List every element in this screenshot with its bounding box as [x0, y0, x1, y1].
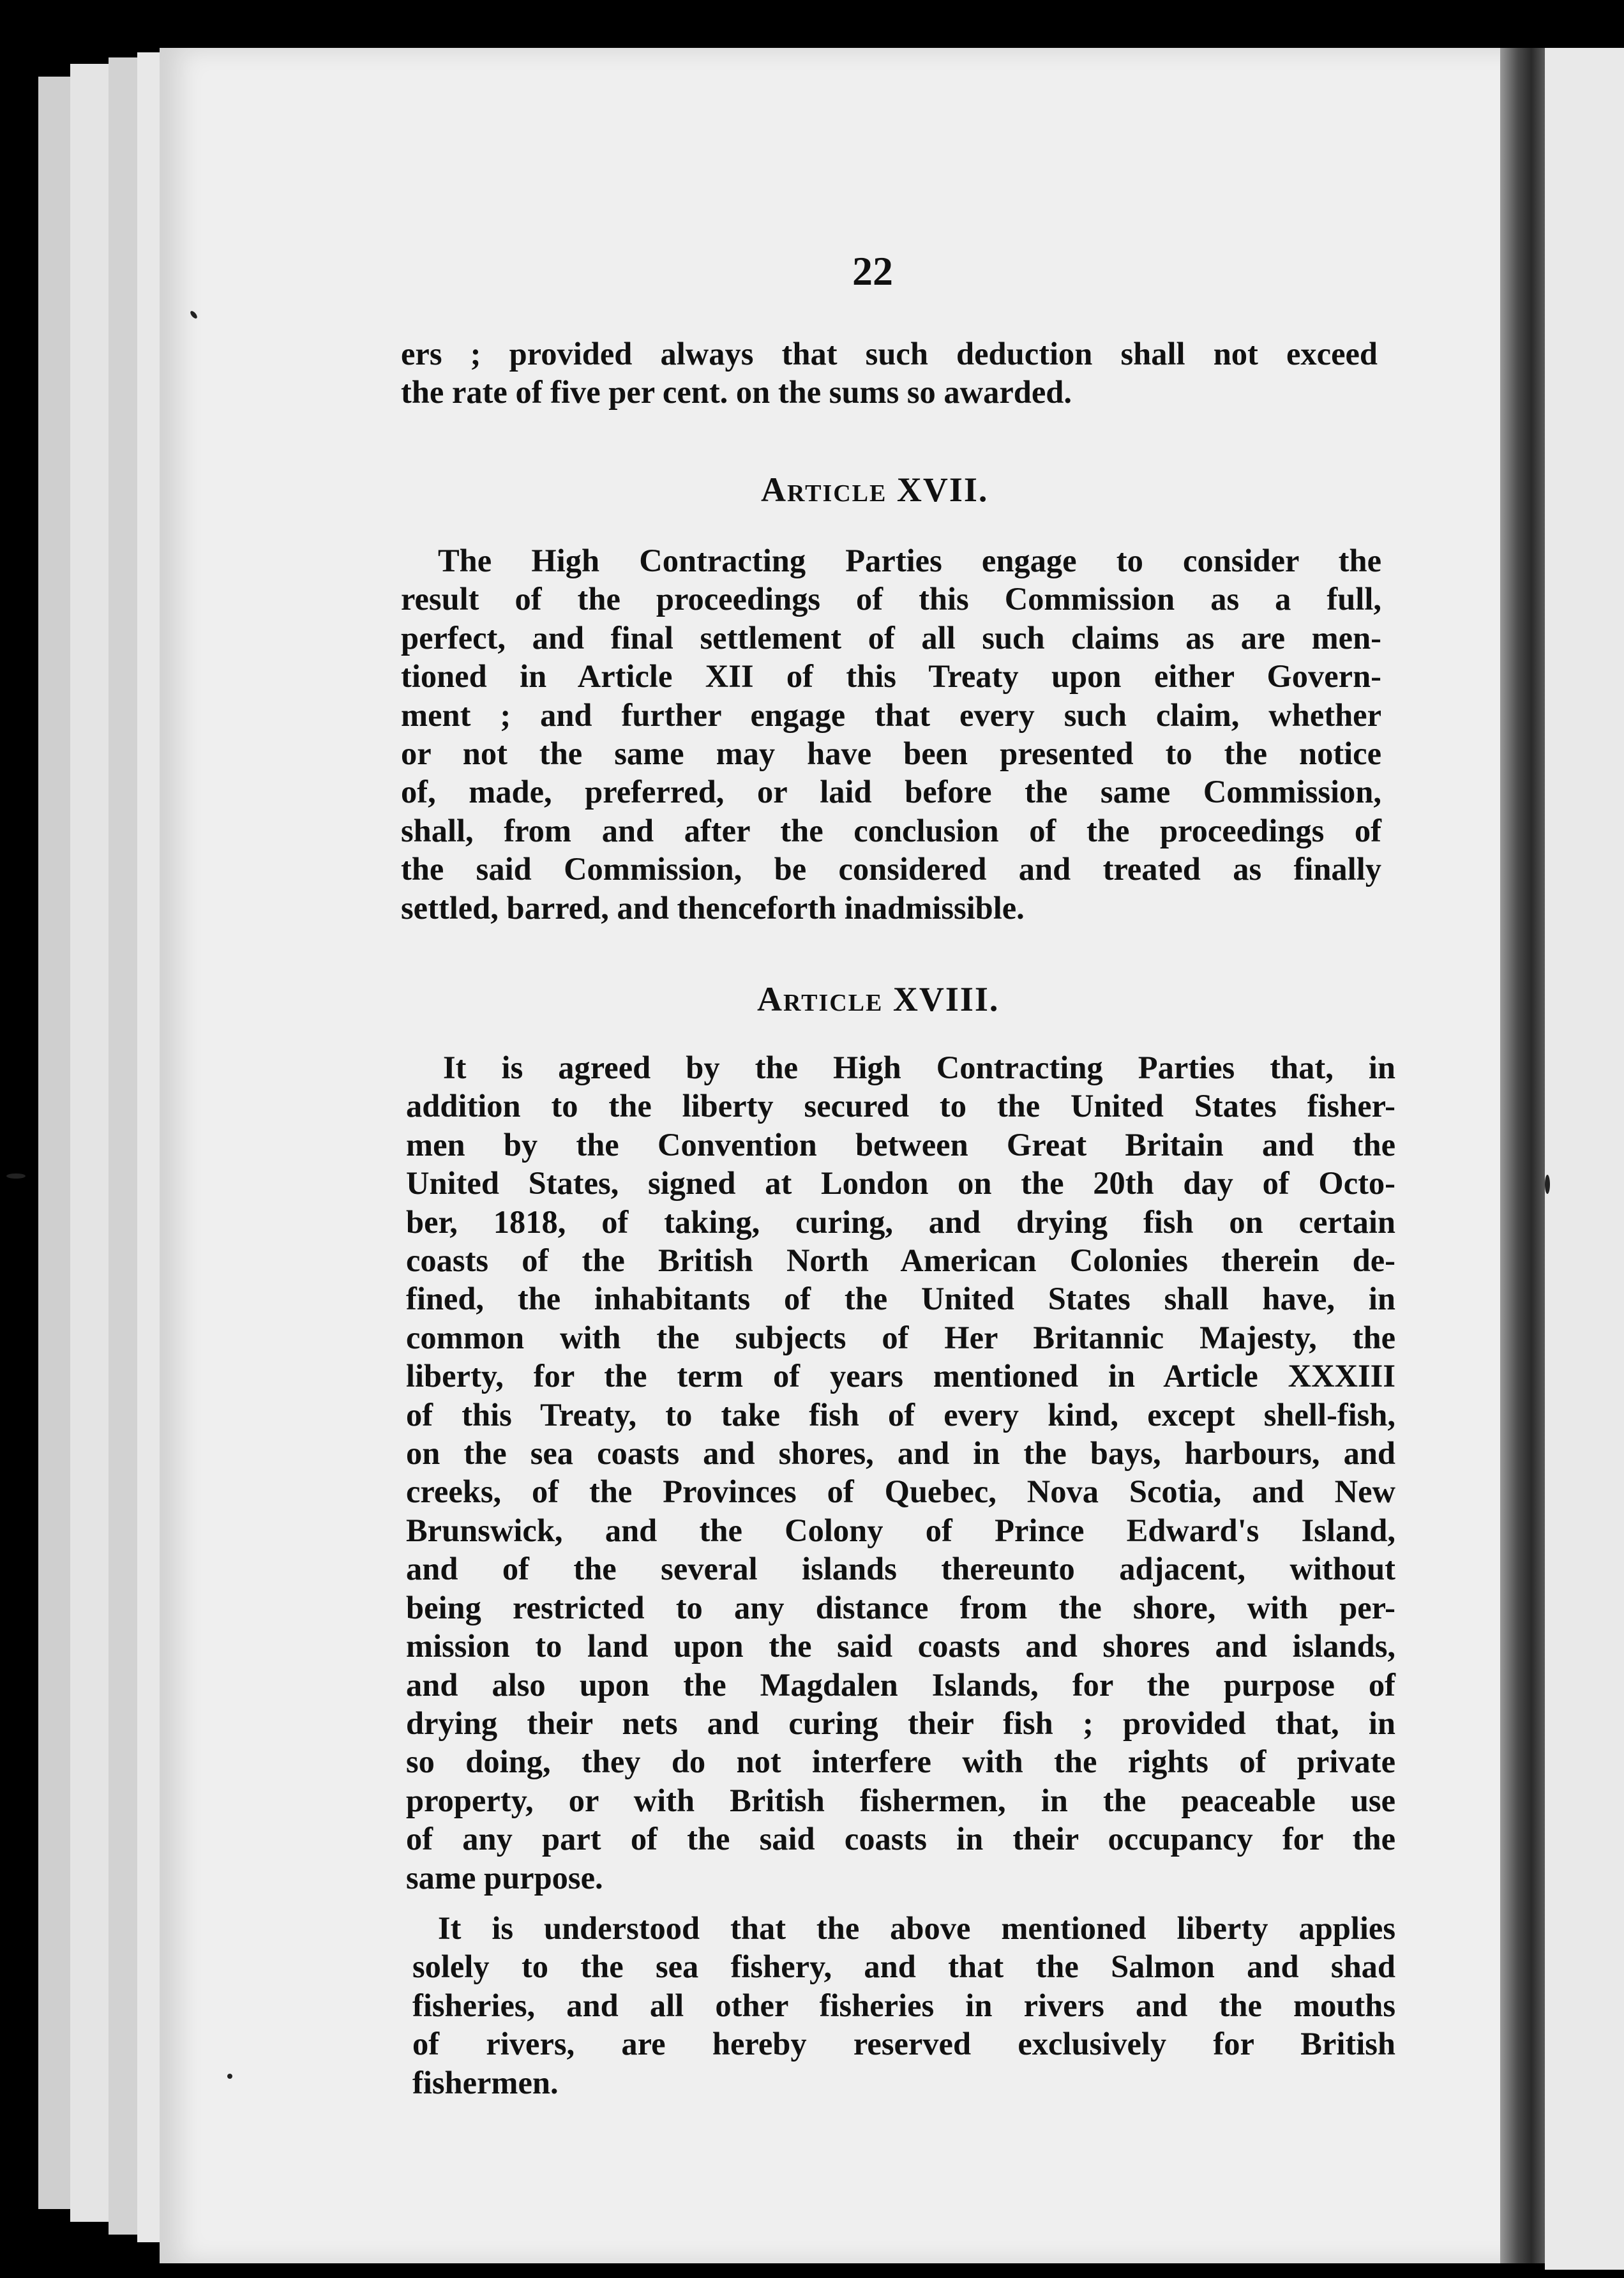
text-line: or not the same may have been presented to the notice — [401, 735, 1381, 772]
book-gutter-shadow — [1500, 48, 1545, 2263]
text-line: men by the Convention between Great Britain and the — [406, 1126, 1395, 1163]
text-line: coasts of the British North American Colonies therein de- — [406, 1242, 1395, 1279]
text-line: fisheries, and all other fisheries in rivers and the mouths — [412, 1987, 1395, 2023]
text-line: the rate of five per cent. on the sums so awarded. — [401, 374, 1072, 411]
text-line: creeks, of the Provinces of Quebec, Nova Scotia, and New — [406, 1474, 1395, 1510]
adjacent-page-edge — [1545, 48, 1624, 2270]
text-line: ment ; and further engage that every such claim, whether — [401, 697, 1381, 733]
article-xvii-heading: Article XVII. — [761, 471, 989, 509]
text-line: mission to land upon the said coasts and shores and islands, — [406, 1628, 1395, 1664]
text-line: settled, barred, and thenceforth inadmissible. — [401, 889, 1025, 926]
text-line: property, or with British fishermen, in the peaceable use — [406, 1782, 1395, 1818]
text-line: and also upon the Magdalen Islands, for the purpose of — [406, 1666, 1395, 1703]
text-line: liberty, for the term of years mentioned in Article XXXIII — [406, 1358, 1395, 1394]
text-line: solely to the sea fishery, and that the Salmon and shad — [412, 1949, 1395, 1985]
page-number: 22 — [852, 248, 893, 294]
text-line: fishermen. — [412, 2064, 559, 2101]
text-line: Brunswick, and the Colony of Prince Edward's Island, — [406, 1512, 1395, 1548]
text-line: of rivers, are hereby reserved exclusively for British — [412, 2026, 1395, 2062]
text-line: The High Contracting Parties engage to consider the — [438, 543, 1381, 578]
text-line: drying their nets and curing their fish ; provided that, in — [406, 1705, 1395, 1741]
text-line: same purpose. — [406, 1859, 603, 1896]
text-line: result of the proceedings of this Commission as a full, — [401, 581, 1381, 617]
text-line: tioned in Article XII of this Treaty upon either Govern- — [401, 658, 1381, 695]
scan-speck — [1545, 1175, 1550, 1194]
text-line: of this Treaty, to take fish of every kind, except shell-fish, — [406, 1396, 1395, 1433]
text-line: so doing, they do not interfere with the rights of private — [406, 1744, 1395, 1780]
article-xviii-paragraph-1 — [406, 1048, 1395, 1897]
text-line: ers ; provided always that such deduction shall not exceed — [401, 336, 1378, 372]
text-line: fined, the inhabitants of the United States shall have, in — [406, 1281, 1395, 1317]
text-line: common with the subjects of Her Britannic Majesty, the — [406, 1319, 1395, 1355]
article-xviii-paragraph-2 — [412, 1909, 1395, 2102]
intro-paragraph — [401, 335, 1378, 412]
text-line: of, made, preferred, or laid before the same Commission, — [401, 774, 1381, 810]
article-xvii-paragraph — [401, 541, 1381, 927]
text-line: It is understood that the above mentioned liberty applies — [438, 1910, 1395, 1946]
text-line: being restricted to any distance from the shore, with per- — [406, 1589, 1395, 1626]
text-line: perfect, and final settlement of all such claims as are men- — [401, 619, 1381, 656]
scan-speck — [6, 1173, 26, 1179]
text-line: on the sea coasts and shores, and in the bays, harbours, and — [406, 1435, 1395, 1472]
text-line: the said Commission, be considered and treated as finally — [401, 851, 1381, 887]
text-line: and of the several islands thereunto adjacent, without — [406, 1551, 1395, 1587]
text-line: United States, signed at London on the 20th day of Octo- — [406, 1165, 1395, 1202]
text-line: of any part of the said coasts in their occupancy for the — [406, 1821, 1395, 1857]
text-line: addition to the liberty secured to the United States fisher- — [406, 1088, 1395, 1124]
text-line: It is agreed by the High Contracting Parties that, in — [443, 1050, 1395, 1085]
article-xviii-heading: Article XVIII. — [757, 980, 1000, 1018]
text-line: ber, 1818, of taking, curing, and drying fish on certain — [406, 1203, 1395, 1240]
text-line: shall, from and after the conclusion of the proceedings of — [401, 812, 1381, 849]
scan-speck — [227, 2074, 232, 2079]
